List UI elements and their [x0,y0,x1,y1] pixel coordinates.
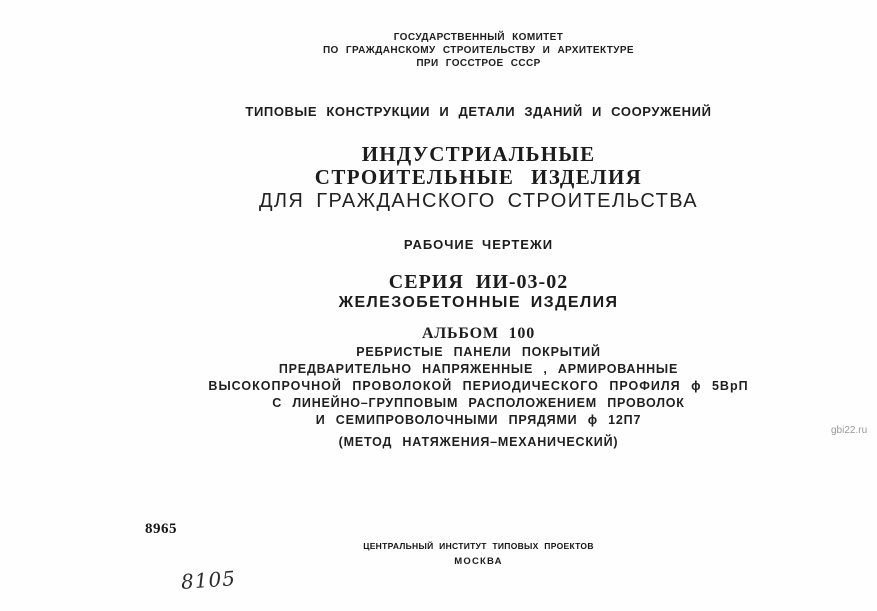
album-desc-line-1: РЕБРИСТЫЕ ПАНЕЛИ ПОКРЫТИЙ [356,345,601,359]
order-number: 8965 [145,521,177,537]
album-desc-line-2: ПРЕДВАРИТЕЛЬНО НАПРЯЖЕННЫЕ , АРМИРОВАННЫЕ [278,362,679,376]
album-desc-line-4: С ЛИНЕЙНО–ГРУППОВЫМ РАСПОЛОЖЕНИЕМ ПРОВОЛОК [272,396,685,410]
authority-line-2: ПО ГРАЖДАНСКОМУ СТРОИТЕЛЬСТВУ И АРХИТЕКТУРЕ [322,45,635,56]
album-desc-line-3: ВЫСОКОПРОЧНОЙ ПРОВОЛОКОЙ ПЕРИОДИЧЕСКОГО ПРОФИЛЯ ϕ 5ВрП [208,379,749,393]
publisher-institute: ЦЕНТРАЛЬНЫЙ ИНСТИТУТ ТИПОВЫХ ПРОЕКТОВ [363,541,594,551]
edition-series-line: ТИПОВЫЕ КОНСТРУКЦИИ И ДЕТАЛИ ЗДАНИЙ И СООРУЖЕНИЙ [245,104,712,119]
working-drawings-label: РАБОЧИЕ ЧЕРТЕЖИ [403,237,554,252]
album-desc-line-5: И СЕМИПРОВОЛОЧНЫМИ ПРЯДЯМИ ϕ 12П7 [315,413,642,427]
site-watermark: gbi22.ru [831,425,868,436]
authority-line-3: ПРИ ГОССТРОЕ СССР [416,58,541,69]
main-title-line-2: СТРОИТЕЛЬНЫЕ ИЗДЕЛИЯ [314,165,643,189]
series-subtitle: ЖЕЛЕЗОБЕТОННЫЕ ИЗДЕЛИЯ [338,294,619,311]
series-number: СЕРИЯ ИИ-03-02 [388,271,569,293]
publisher-city: МОСКВА [454,556,503,567]
title-page-content [40,0,877,611]
tensioning-method-line: (МЕТОД НАТЯЖЕНИЯ–МЕХАНИЧЕСКИЙ) [338,435,619,449]
handwritten-inventory-number: 8105 [180,566,237,594]
main-title-line-3: ДЛЯ ГРАЖДАНСКОГО СТРОИТЕЛЬСТВА [258,190,699,212]
authority-line-1: ГОСУДАРСТВЕННЫЙ КОМИТЕТ [393,32,564,43]
main-title-line-1: ИНДУСТРИАЛЬНЫЕ [361,142,596,166]
album-number: АЛЬБОМ 100 [421,325,536,342]
